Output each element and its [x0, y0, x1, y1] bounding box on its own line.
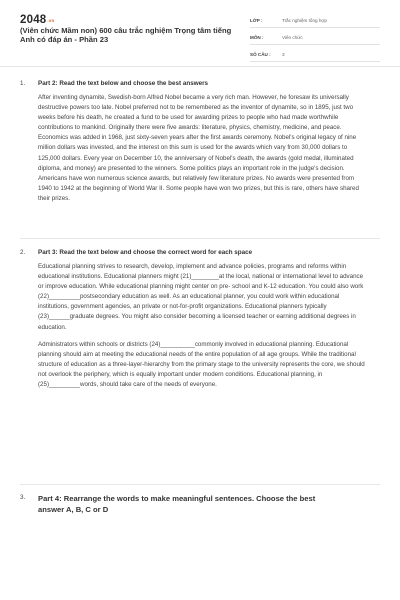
question-title: Part 2: Read the text below and choose the best answers — [38, 80, 209, 87]
meta-row-count — [250, 48, 380, 62]
passage-paragraph: Educational planning strives to research, develop, implement and advance policies, programs and reforms within educational institutions. Educational planners might (21)________at the local, national or international level to advance or improve education. While educational planning might center on pre- school and K-12 education. You could also work (22)_________postsecondary education as well. As an educational planner, you could work within educational institutions, government agencies, an private or not-for-profit organizations. Educational planners typically (23)______graduate degrees. You might also consider becoming a licensed teacher or earning additional degrees in education. — [38, 263, 364, 331]
question-item — [20, 80, 380, 211]
meta-label: MÔN : — [250, 35, 264, 40]
question-number: 1. — [20, 80, 26, 87]
meta-label: LỚP : — [250, 18, 263, 23]
site-logo[interactable] — [20, 14, 55, 26]
question-number: 2. — [20, 249, 26, 256]
passage-paragraph: After inventing dynamite, Swedish-born Alfred Nobel became a very rich man. However, he foresaw its universally destructive powers too late. Nobel preferred not to be remembered as the inventor of dynamite, so in 1895, just two weeks before his death, he created a fund to be used for awarding prizes to people who had made worthwhile contributions to mankind. Originally there were five awards: literature, physics, chemistry, medicine, and peace. Economics was added in 1968, just sixty-seven years after the first awards ceremony. Nobel's original legacy of nine million dollars was invested, and the interest on this sum is used for the awards which vary from 30,000 dollars to 125,000 dollars. Every year on December 10, the anniversary of Nobel's death, the awards (gold medal, illuminated diploma, and money) are presented to the winners. Some politics plays an important role in the judge's decision. Americans have won numerous science awards, but relatively few literature prizes. No awards were presented from 1940 to 1942 at the beginning of World War II. Some people have won two prizes, but this is rare, others have shared their prizes. — [38, 94, 359, 202]
question-passage — [38, 93, 368, 204]
question-item — [20, 249, 380, 397]
header-divider — [0, 66, 400, 67]
question-header — [20, 249, 380, 256]
question-divider — [20, 484, 380, 485]
question-title: Part 4: Rearrange the words to make meaningful sentences. Choose the best answer A, B, C or D — [38, 494, 316, 514]
meta-row-subject — [250, 31, 380, 45]
meta-value: Viên chức — [282, 35, 303, 40]
meta-value: Trắc nghiệm tổng hợp — [282, 18, 327, 23]
question-item — [20, 493, 380, 515]
logo-tld: .vn — [47, 18, 55, 23]
question-header — [20, 80, 380, 87]
meta-row-class — [250, 14, 380, 28]
document-title: (Viên chức Mầm non) 600 câu trắc nghiệm Trọng tâm tiếng Anh có đáp án - Phần 23 — [20, 26, 232, 45]
question-title: Part 3: Read the text below and choose the correct word for each space — [38, 249, 253, 256]
header — [0, 0, 400, 66]
question-divider — [20, 238, 380, 239]
question-passage — [38, 262, 368, 390]
logo-text: 2048 — [20, 14, 47, 26]
question-header — [20, 493, 380, 515]
meta-table — [250, 14, 380, 65]
meta-value: 3 — [282, 52, 285, 57]
question-number: 3. — [20, 494, 26, 501]
meta-label: SỐ CÂU : — [250, 52, 271, 57]
passage-paragraph: Administrators within schools or districts (24)__________commonly involved in educational planning. Educational planning should aim at meeting the educational needs of the entire population of all age groups. While the traditional structure of education as a three-layer-hierarchy from the primary stage to the university represents the core, we should not overlook the periphery, which is equally important under modern conditions. Educational planning, in (25)_________words, should take care of the needs of everyone. — [38, 340, 365, 389]
